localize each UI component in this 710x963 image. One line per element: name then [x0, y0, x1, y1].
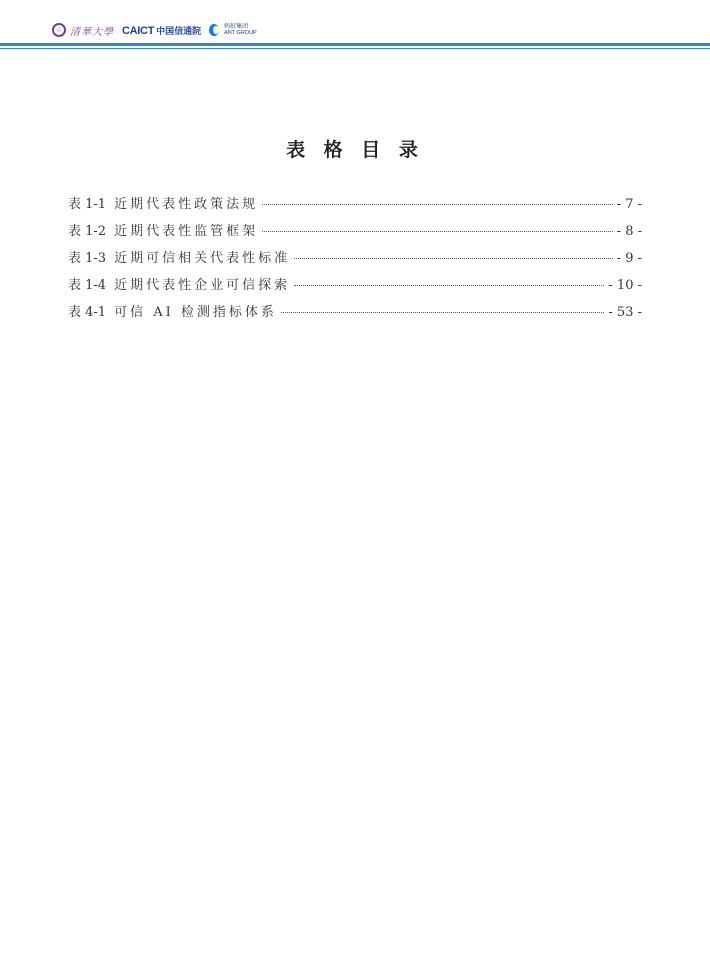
toc-entry-title: 近期可信相关代表性标准: [114, 251, 291, 266]
caict-logo: [122, 24, 201, 37]
header-rule-thick: [0, 43, 710, 46]
toc-entry[interactable]: [68, 301, 642, 328]
tsinghua-seal-icon: [52, 23, 66, 37]
caict-wordmark-cn: 中国信通院: [156, 26, 202, 37]
tsinghua-logo: [52, 23, 114, 38]
toc-entry-page: - 10 -: [608, 278, 642, 293]
table-of-tables: [68, 193, 642, 328]
toc-leader-dots: [294, 284, 604, 286]
toc-leader-dots: [262, 203, 613, 205]
toc-entry-number: 表 1-2: [68, 224, 107, 239]
toc-leader-dots: [281, 311, 605, 313]
toc-entry-number: 表 4-1: [68, 305, 107, 320]
page-header: [0, 0, 710, 52]
ant-group-wordmark-cn: 蚂蚁集团: [224, 23, 249, 30]
toc-leader-dots: [262, 230, 613, 232]
page-title: 表 格 目 录: [286, 139, 424, 161]
toc-entry[interactable]: [68, 274, 642, 301]
ant-group-icon: [209, 23, 221, 37]
ant-group-logo: [209, 23, 257, 37]
toc-entry-title: 近期代表性监管框架: [114, 224, 259, 239]
toc-entry-number: 表 1-3: [68, 251, 107, 266]
ant-group-wordmark-en: ANT GROUP: [224, 30, 257, 36]
toc-entry-number: 表 1-4: [68, 278, 107, 293]
header-rule-thin: [0, 48, 710, 49]
toc-entry[interactable]: [68, 247, 642, 274]
tsinghua-wordmark: 清華大學: [70, 26, 114, 38]
toc-entry-page: - 8 -: [616, 224, 642, 239]
toc-entry-page: - 9 -: [616, 251, 642, 266]
toc-leader-dots: [294, 257, 613, 259]
toc-entry[interactable]: [68, 193, 642, 220]
toc-entry-title: 近期代表性企业可信探索: [114, 278, 291, 293]
toc-entry-title: 近期代表性政策法规: [114, 197, 259, 212]
caict-wordmark-en: CAICT: [122, 24, 155, 37]
toc-entry-page: - 7 -: [616, 197, 642, 212]
toc-entry-number: 表 1-1: [68, 197, 107, 212]
logo-bar: [52, 20, 257, 40]
toc-entry[interactable]: [68, 220, 642, 247]
toc-entry-title: 可信 AI 检测指标体系: [114, 305, 277, 320]
toc-entry-page: - 53 -: [608, 305, 642, 320]
